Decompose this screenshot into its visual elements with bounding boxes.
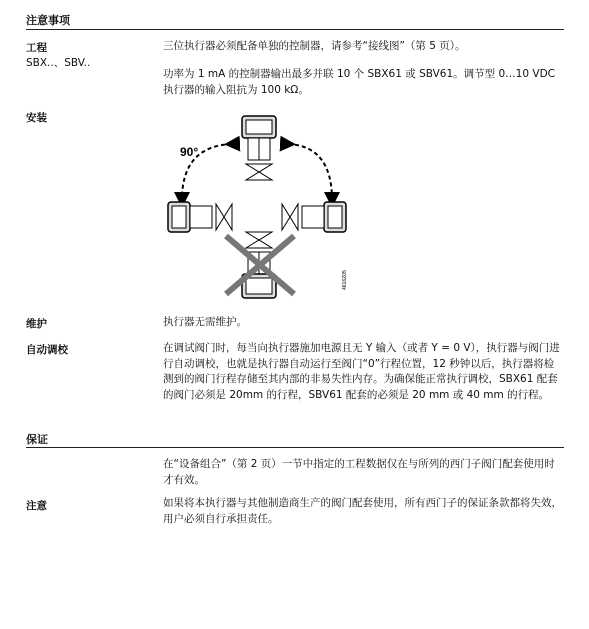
- maintenance-label: 维护: [26, 318, 47, 330]
- installation-label: 安装: [26, 112, 47, 124]
- maintenance-text: 执行器无需维护。: [163, 316, 247, 328]
- section-title-warranty: 保证: [26, 433, 48, 446]
- figure-id: 4616Z05: [342, 270, 348, 290]
- calibration-label: 自动调校: [26, 344, 68, 356]
- section-rule-warranty: [26, 447, 564, 448]
- engineering-paragraph-1: 三位执行器必须配备单独的控制器，请参考“接线图”（第 5 页）。: [163, 40, 466, 52]
- actuator-left: [168, 202, 232, 232]
- actuator-upright: [242, 116, 276, 180]
- actuator-right: [282, 202, 346, 232]
- angle-label: 90°: [180, 145, 199, 159]
- rotation-arrow-right: [288, 144, 332, 200]
- installation-figure: [160, 108, 360, 308]
- note-text: 如果将本执行器与其他制造商生产的阀门配套使用，所有西门子的保证条款都将失效，用户必须自行承担责任。: [163, 497, 562, 525]
- note-label: 注意: [26, 500, 47, 512]
- engineering-models: SBX..、SBV..: [26, 57, 91, 69]
- section-title-notes: 注意事项: [26, 14, 70, 27]
- engineering-paragraph-2: 功率为 1 mA 的控制器输出最多并联 10 个 SBX61 或 SBV61。调节型 0…10 VDC 执行器的输入阻抗为 100 kΩ。: [163, 68, 555, 96]
- calibration-text: 在调试阀门时，每当向执行器施加电源且无 Y 输入（或者 Y = 0 V），执行器与阀门进行自动调校，也就是执行器自动运行至阀门“0”行程位置，12 秒钟以后，执行器将检测到的阀门行程存储至其内部的非易失性内存。为确保能正常执行调校，SBX61 配套的阀门必须是 20mm 的行程，SBV61 配套的必须是 20 mm 或 40 mm 的行程。: [163, 342, 560, 401]
- engineering-label: 工程: [26, 42, 47, 54]
- warranty-text: 在“设备组合”（第 2 页）一节中指定的工程数据仅在与所列的西门子阀门配套使用时才有效。: [163, 458, 555, 486]
- section-rule: [26, 29, 564, 30]
